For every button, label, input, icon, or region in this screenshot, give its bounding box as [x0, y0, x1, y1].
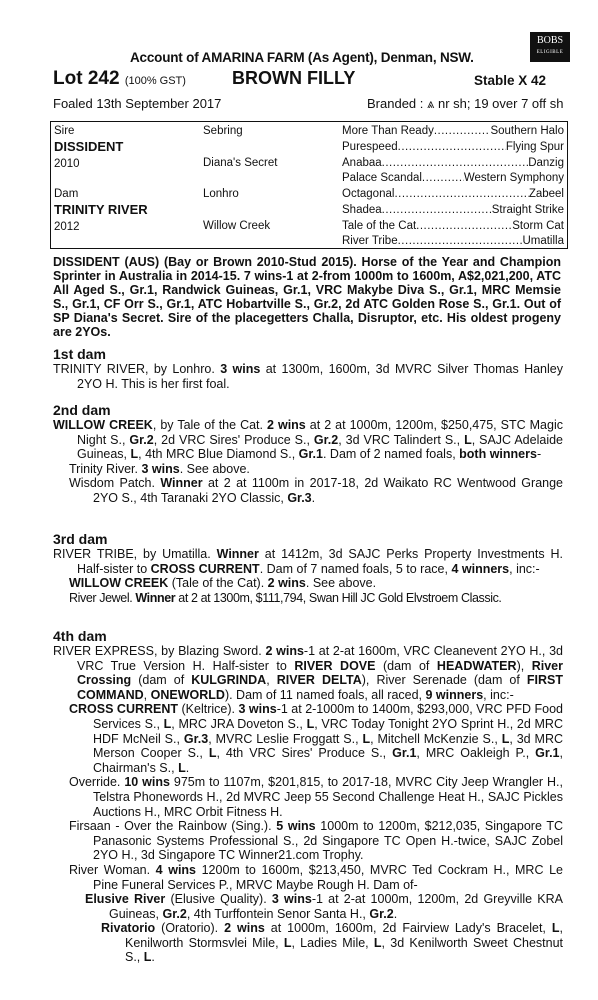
foal-entry: CROSS CURRENT (Keltrice). 3 wins-1 at 2-1000m to 1400m, $293,000, VRC PFD Food Services S., L, MRC JRA Doveton S., L, VRC Today Tonight 2YO Sprint H., 2d MRC HDF McNeil S., Gr.3, MVRC Leslie Froggatt S., L, Mitchell McKenzie S., L, 3d MRC Merson Cooper S., L, 4th VRC Sires' Produce S., Gr.1, MRC Oakleigh P., Gr.1, Chairman's S., L. [69, 702, 563, 775]
logo-subtext: ELIGIBLE [536, 50, 564, 55]
foal-entry: Wisdom Patch. Winner at 2 at 1100m in 2017-18, 2d Waikato RC Wentwood Grange 2YO S., 4th Taranaki 2YO Classic, Gr.3. [69, 476, 563, 505]
grandparent-row: Octagonal ..... Zabeel [342, 187, 564, 201]
brand-icon: ⩓ [427, 96, 435, 111]
foal-entry: WILLOW CREEK (Tale of the Cat). 2 wins. See above. [69, 576, 377, 591]
horse-sex: BROWN FILLY [232, 68, 356, 88]
gst-note: (100% GST) [124, 75, 186, 87]
foal-entry: Firsaan - Over the Rainbow (Sing.). 5 wins 1000m to 1200m, $212,035, Singapore TC Panasonic Systems Professional S., 2d Singapore TC Open H.-twice, SAJC Zobel 2YO H., 3d Singapore TC Winner21.com Trophy. [69, 819, 563, 863]
section-heading: 3rd dam [53, 531, 108, 547]
sire-year: 2010 [54, 158, 80, 170]
vendor-account: Account of AMARINA FARM (As Agent), Denman, NSW. [130, 50, 474, 65]
grandparent-row: Anabaa ..... Danzig [342, 156, 564, 170]
grandparent-row: River Tribe ..... Umatilla [342, 234, 564, 248]
dam-dam: Willow Creek [203, 220, 271, 232]
sire-description: DISSIDENT (AUS) (Bay or Brown 2010-Stud 2015). Horse of the Year and Champion Sprinter in Australia in 2014-15. 7 wins-1 at 2-from 1000m to 1600m, A$2,021,200, ATC All Aged S., Gr.1, Randwick Guineas, Gr.1, VRC Makybe Diva S., Gr.1, MRC Memsie S., Gr.1, CF Orr S., Gr.1, ATC Hobartville S., Gr.2, 2d ATC Golden Rose S., Gr.1. Out of SP Diana's Secret. Sire of the placegetters Challa, Disruptor, etc. His oldest progeny are 2YOs. [53, 255, 561, 339]
second-dam-section [53, 402, 563, 506]
section-heading: 1st dam [53, 346, 106, 362]
pedigree-table [50, 121, 568, 249]
sire-dam: Diana's Secret [203, 157, 278, 169]
fourth-dam-section [53, 628, 563, 965]
sire-label: Sire [54, 125, 75, 137]
branded-label: Branded : [367, 96, 424, 111]
foaled-date: Foaled 13th September 2017 [53, 96, 222, 111]
dam-entry: RIVER EXPRESS, by Blazing Sword. 2 wins-1 at 2-at 1600m, VRC Cleanevent 2YO H., 3d VRC True Version H. Half-sister to RIVER DOVE (dam of HEADWATER), River Crossing (dam of KULGRINDA, RIVER DELTA), River Serenade (dam of FIRST COMMAND, ONEWORLD). Dam of 11 named foals, all raced, 9 winners, inc:- [53, 644, 563, 702]
lot-number [53, 68, 186, 90]
foal-entry: Trinity River. 3 wins. See above. [69, 461, 250, 476]
bobs-logo [530, 32, 570, 62]
lot-label: Lot 242 [53, 68, 120, 89]
stable-number: Stable X 42 [474, 73, 547, 88]
foal-entry: River Woman. 4 wins 1200m to 1600m, $213,450, MVRC Ted Cockram H., MRC Le Pine Funeral Services P., MRVC Maybe Rough H. Dam of- [69, 862, 563, 892]
foal-entry: River Jewel. Winner at 2 at 1300m, $111,794, Swan Hill JC Gold Elvstroem Classic. [69, 590, 502, 605]
grandparent-row: Purespeed ..... Flying Spur [342, 140, 564, 154]
logo-text: BOBS [536, 35, 564, 46]
grandparent-row: Shadea ..... Straight Strike [342, 203, 564, 217]
dam-entry: TRINITY RIVER, by Lonhro. 3 wins at 1300m, 1600m, 3d MVRC Silver Thomas Hanley 2YO H. This is her first foal. [53, 362, 563, 391]
dam-sire: Lonhro [203, 188, 239, 200]
dam-name: TRINITY RIVER [54, 202, 148, 217]
section-heading: 2nd dam [53, 402, 111, 418]
sire-sire: Sebring [203, 125, 243, 137]
grandparent-row: Tale of the Cat ..... Storm Cat [342, 219, 564, 233]
branded-text: nr sh; 19 over 7 off sh [437, 96, 564, 111]
third-dam-section [53, 531, 563, 605]
dam-entry: WILLOW CREEK, by Tale of the Cat. 2 wins at 2 at 1000m, 1200m, $250,475, STC Magic Night S., Gr.2, 2d VRC Sires' Produce S., Gr.2, 3d VRC Talindert S., L, SAJC Adelaide Guineas, L, 4th MRC Blue Diamond S., Gr.1. Dam of 2 named foals, both winners- [53, 418, 563, 462]
first-dam-section [53, 346, 563, 391]
great-grandfoal-entry: Rivatorio (Oratorio). 2 wins at 1000m, 1600m, 2d Fairview Lady's Bracelet, L, Kenilworth Stormsvlei Mile, L, Ladies Mile, L, 3d Kenilworth Sweet Chestnut S., L. [101, 921, 564, 965]
section-heading: 4th dam [53, 628, 107, 644]
grandparent-row: Palace Scandal ..... Western Symphony [342, 171, 564, 185]
grandparent-row: More Than Ready ..... Southern Halo [342, 124, 564, 138]
dam-label: Dam [54, 188, 79, 200]
sire-name: DISSIDENT [54, 139, 124, 154]
branded-info [367, 96, 563, 112]
dam-entry: RIVER TRIBE, by Umatilla. Winner at 1412m, 3d SAJC Perks Property Investments H. Half-sister to CROSS CURRENT. Dam of 7 named foals, 5 to race, 4 winners, inc:- [53, 547, 563, 576]
grandfoal-entry: Elusive River (Elusive Quality). 3 wins-1 at 2-at 1000m, 1200m, 2d Greyville KRA Guineas, Gr.2, 4th Turffontein Senor Santa H., Gr.2. [85, 892, 563, 921]
dam-year: 2012 [54, 221, 80, 233]
foal-entry: Override. 10 wins 975m to 1107m, $201,815, to 2017-18, MVRC City Jeep Wrangler H., Telstra Phonewords H., 2d MVRC Jeep 55 Second Challenge Heat H., SAJC Pickles Auctions H., MRC Orbit Fitness H. [69, 775, 563, 819]
